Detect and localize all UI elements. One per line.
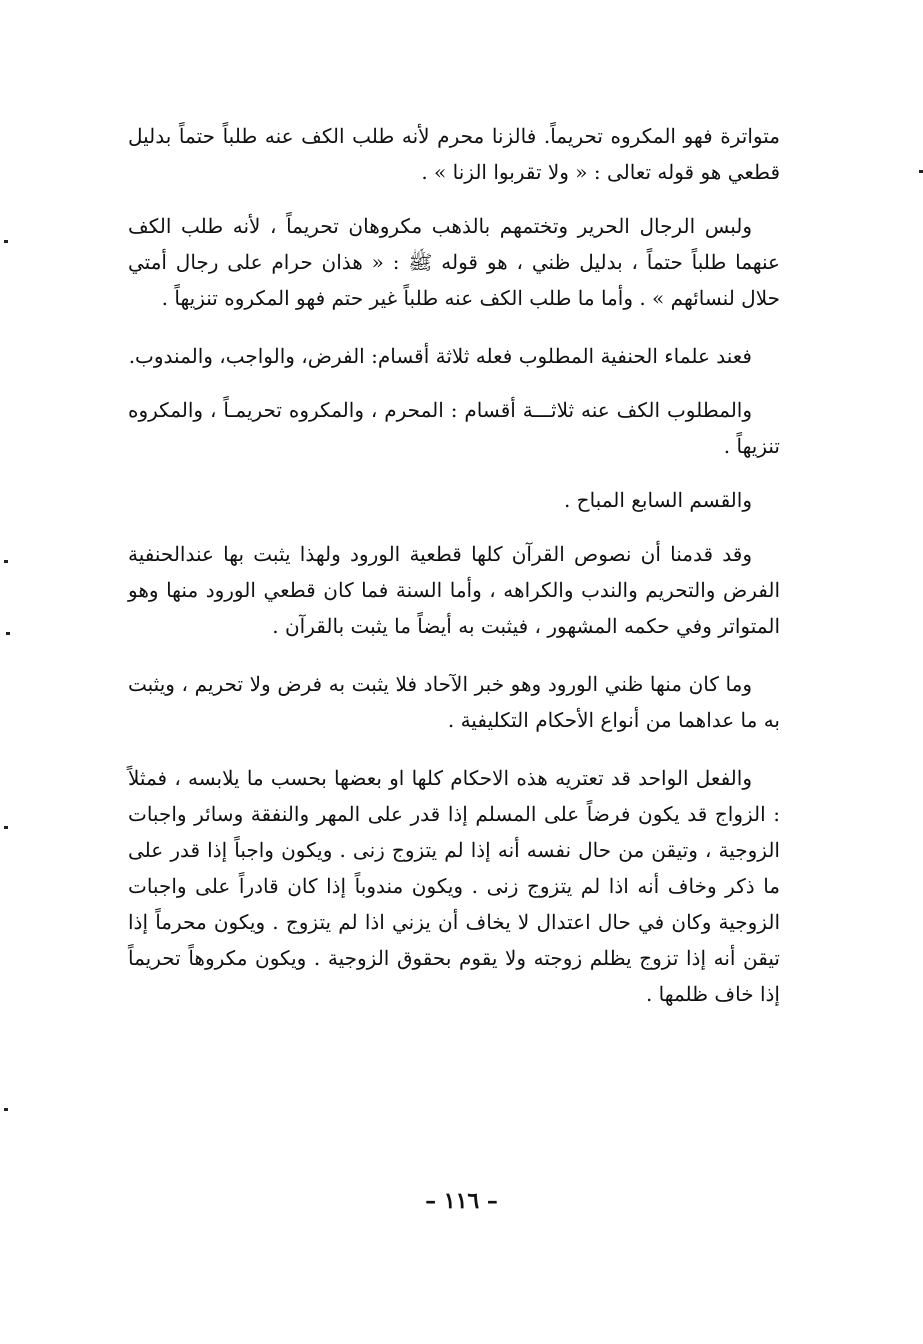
scan-speck (4, 560, 8, 563)
paragraph-2: ولبس الرجال الحرير وتختمهم بالذهب مكروهان تحريماً ، لأنه طلب الكف عنهما طلباً حتماً ، بدليل ظني ، هو قوله ﷺ : « هذان حرام على رجال أمتي حلال لنسائهم » . وأما ما طلب الكف عنه طلباً غير حتم فهو المكروه تنزيهاً . (128, 214, 780, 310)
page-number: – ١١٦ – (425, 1188, 498, 1214)
paragraph-4: والمطلوب الكف عنه ثلاثـــة أقسام : المحرم ، والمكروه تحريمـاً ، والمكروه تنزيهاً . (128, 398, 780, 458)
paragraph-7: وما كان منها ظني الورود وهو خبر الآحاد فلا يثبت به فرض ولا تحريم ، ويثبت به ما عداهما من أنواع الأحكام التكليفية . (128, 672, 780, 732)
scan-speck (4, 826, 8, 829)
scan-speck (4, 240, 8, 243)
scan-speck (919, 170, 923, 173)
paragraph-1: متواترة فهو المكروه تحريماً. فالزنا محرم لأنه طلب الكف عنه طلباً حتماً بدليل قطعي هو قوله تعالى : « ولا تقربوا الزنا » . (128, 124, 780, 184)
paragraph-3: فعند علماء الحنفية المطلوب فعله ثلاثة أقسام: الفرض، والواجب، والمندوب. (128, 344, 752, 368)
paragraph-5: والقسم السابع المباح . (563, 488, 752, 512)
scan-speck (6, 632, 10, 635)
paragraph-8: والفعل الواحد قد تعتريه هذه الاحكام كلها او بعضها بحسب ما يلابسه ، فمثلاً : الزواج قد يكون فرضاً على المسلم إذا قدر على المهر والنفقة وسائر واجبات الزوجية ، وتيقن من حال نفسه أنه إذا لم يتزوج زنى . ويكون واجباً إذا قدر على ما ذكر وخاف أنه اذا لم يتزوج زنى . ويكون مندوباً إذا كان قادراً على واجبات الزوجية وكان في حال اعتدال لا يخاف أن يزني اذا لم يتزوج . ويكون محرماً إذا تيقن أنه إذا تزوج يظلم زوجته ولا يقوم بحقوق الزوجية . ويكون مكروهاً تحريماً إذا خاف ظلمها . (128, 766, 780, 1006)
body-text (128, 118, 780, 1012)
scan-speck (4, 1108, 8, 1111)
paragraph-6: وقد قدمنا أن نصوص القرآن كلها قطعية الورود ولهذا يثبت بها عندالحنفية الفرض والتحريم والندب والكراهه ، وأما السنة فما كان قطعي الورود منها وهو المتواتر وفي حكمه المشهور ، فيثبت به أيضاً ما يثبت بالقرآن . (128, 542, 780, 638)
